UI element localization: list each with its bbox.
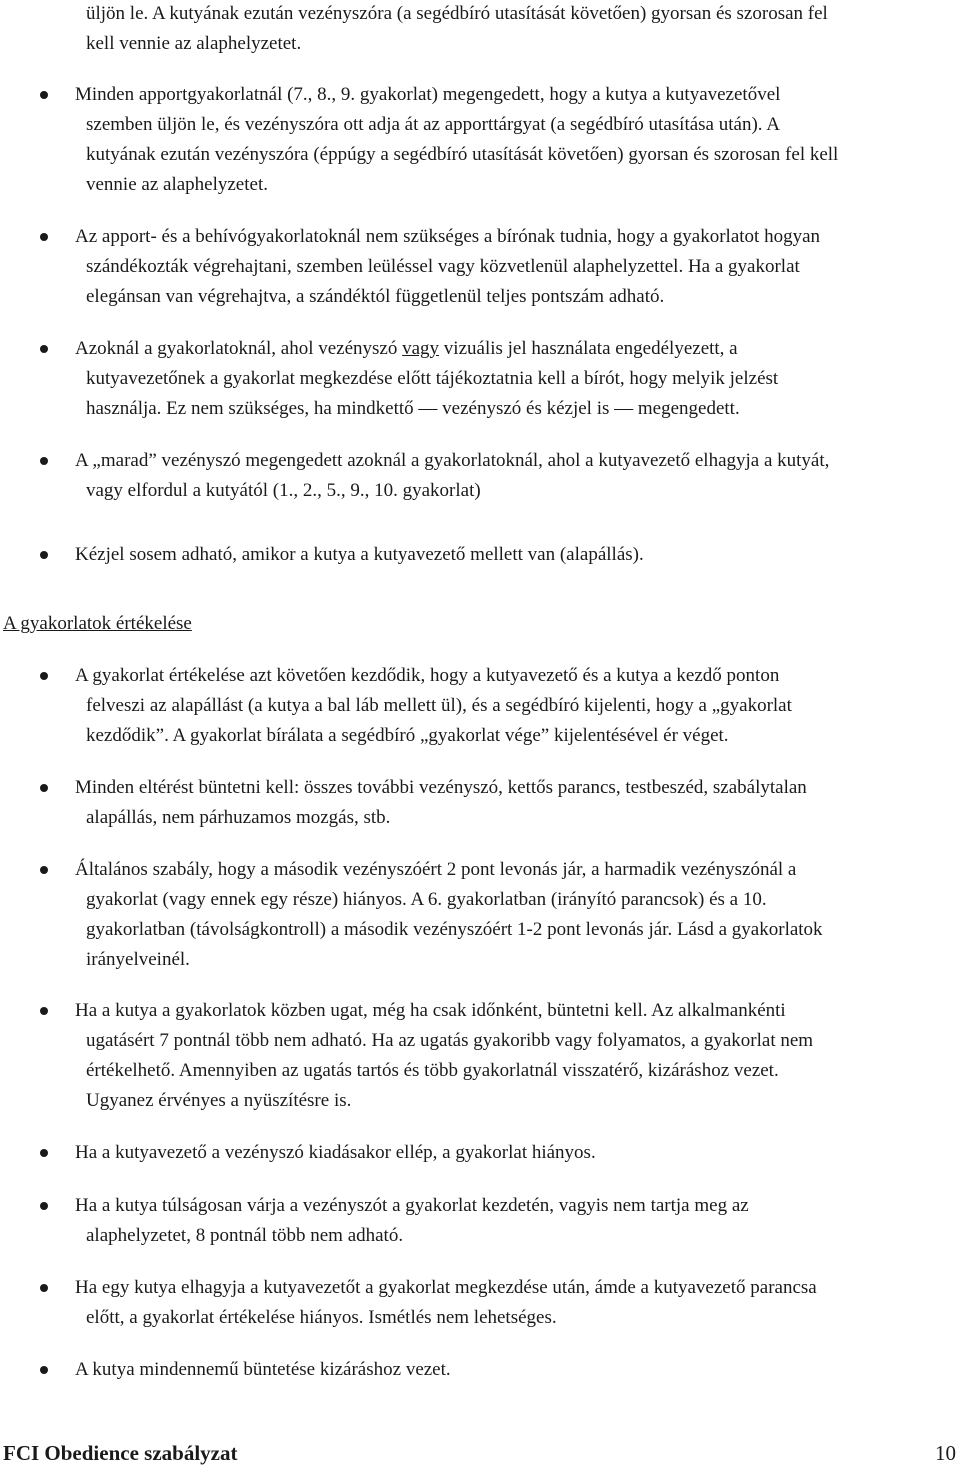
bullet-dot xyxy=(40,233,48,241)
list-item-line: kezdődik”. A gyakorlat bírálata a segédbíró „gyakorlat vége” kijelentésével ér véget. xyxy=(86,725,729,746)
list-item-line: előtt, a gyakorlat értékelése hiányos. Ismétlés nem lehetséges. xyxy=(86,1307,557,1328)
list-item-line: Ha a kutya túlságosan várja a vezényszót a gyakorlat kezdetén, vagyis nem tartja meg az xyxy=(75,1195,749,1216)
list-item-line: szemben üljön le, és vezényszóra ott adja át az apporttárgyat (a segédbíró utasítása után). A xyxy=(86,114,780,135)
intro-line-1: üljön le. A kutyának ezután vezényszóra (a segédbíró utasítását követően) gyorsan és szorosan fel xyxy=(86,3,828,24)
footer-title: FCI Obedience szabályzat xyxy=(3,1441,238,1465)
list-item-line: A gyakorlat értékelése azt követően kezdődik, hogy a kutyavezető és a kutya a kezdő ponton xyxy=(75,665,780,686)
text-run: Azoknál a gyakorlatoknál, ahol vezényszó xyxy=(75,338,403,359)
bullet-dot xyxy=(40,1284,48,1292)
bullet-dot xyxy=(40,91,48,99)
list-item-line: Ha a kutyavezető a vezényszó kiadásakor ellép, a gyakorlat hiányos. xyxy=(75,1142,596,1163)
bullet-dot xyxy=(40,866,48,874)
list-item-line: Kézjel sosem adható, amikor a kutya a kutyavezető mellett van (alapállás). xyxy=(75,544,644,565)
list-item-line: felveszi az alapállást (a kutya a bal láb mellett ül), és a segédbíró kijelenti, hogy a „gyakorlat xyxy=(86,695,792,716)
bullet-dot xyxy=(40,784,48,792)
list-item-line: Ha egy kutya elhagyja a kutyavezetőt a gyakorlat megkezdése után, ámde a kutyavezető parancsa xyxy=(75,1277,817,1298)
bullet-dot xyxy=(40,672,48,680)
list-item-line: alapállás, nem párhuzamos mozgás, stb. xyxy=(86,807,391,828)
list-item-line: ugatásért 7 pontnál több nem adható. Ha az ugatás gyakoribb vagy folyamatos, a gyakorlat nem xyxy=(86,1030,814,1051)
intro-paragraph xyxy=(86,0,958,59)
list-item-line: Ugyanez érvényes a nyüszítésre is. xyxy=(86,1090,352,1111)
list-item-line: Az apport- és a behívógyakorlatoknál nem szükséges a bírónak tudnia, hogy a gyakorlatot hogyan xyxy=(75,226,821,247)
list-item-line: vagy elfordul a kutyától (1., 2., 5., 9., 10. gyakorlat) xyxy=(86,480,481,501)
list-item-line: Minden apportgyakorlatnál (7., 8., 9. gyakorlat) megengedett, hogy a kutya a kutyavezetővel xyxy=(75,84,781,105)
page-number: 10 xyxy=(935,1441,956,1465)
intro-line-2: kell vennie az alaphelyzetet. xyxy=(86,33,302,54)
bullet-dot xyxy=(40,457,48,465)
list-item-line: kutyavezetőnek a gyakorlat megkezdése előtt tájékoztatnia kell a bírót, hogy melyik jelzést xyxy=(86,368,779,389)
list-item-line: alaphelyzetet, 8 pontnál több nem adható. xyxy=(86,1225,404,1246)
bullet-dot xyxy=(40,1202,48,1210)
list-item-line: Általános szabály, hogy a második vezényszóért 2 pont levonás jár, a harmadik vezényszónál a xyxy=(75,859,797,880)
list-item-line: A kutya mindennemű büntetése kizáráshoz vezet. xyxy=(75,1359,451,1380)
underlined-word: vagy xyxy=(402,338,440,359)
list-item-line: irányelveinél. xyxy=(86,949,190,970)
list-item-line: vennie az alaphelyzetet. xyxy=(86,174,268,195)
list-item-line: Minden eltérést büntetni kell: összes további vezényszó, kettős parancs, testbeszéd, szabálytalan xyxy=(75,777,807,798)
list-item-line: Ha a kutya a gyakorlatok közben ugat, még ha csak időnként, büntetni kell. Az alkalmankénti xyxy=(75,1000,786,1021)
list-item-line: értékelhető. Amennyiben az ugatás tartós és több gyakorlatnál visszatérő, kizáráshoz vezet. xyxy=(86,1060,779,1081)
list-item-line: szándékozták végrehajtani, szemben leüléssel vagy közvetlenül alaphelyzettel. Ha a gyakorlat xyxy=(86,256,800,277)
list-item-line: kutyának ezután vezényszóra (éppúgy a segédbíró utasítását követően) gyorsan és szorosan fel kell xyxy=(86,144,839,165)
list-item-line: gyakorlat (vagy ennek egy része) hiányos. A 6. gyakorlatban (irányító parancsok) és a 10. xyxy=(86,889,767,910)
list-item-line xyxy=(75,334,959,364)
list-item-line: használja. Ez nem szükséges, ha mindkettő — vezényszó és kézjel is — megengedett. xyxy=(86,398,740,419)
bullet-dot xyxy=(40,1366,48,1374)
section-heading: A gyakorlatok értékelése xyxy=(3,613,192,634)
bullet-dot xyxy=(40,345,48,353)
bullet-dot xyxy=(40,1007,48,1015)
list-item-line: gyakorlatban (távolságkontroll) a második vezényszóért 1-2 pont levonás jár. Lásd a gyakorlatok xyxy=(86,919,823,940)
list-item-line: elegánsan van végrehajtva, a szándéktól függetlenül teljes pontszám adható. xyxy=(86,286,665,307)
bullet-dot xyxy=(40,1149,48,1157)
list-item-line: A „marad” vezényszó megengedett azoknál a gyakorlatoknál, ahol a kutyavezető elhagyja a kutyát, xyxy=(75,450,830,471)
text-run: vizuális jel használata engedélyezett, a xyxy=(439,338,738,359)
bullet-dot xyxy=(40,551,48,559)
